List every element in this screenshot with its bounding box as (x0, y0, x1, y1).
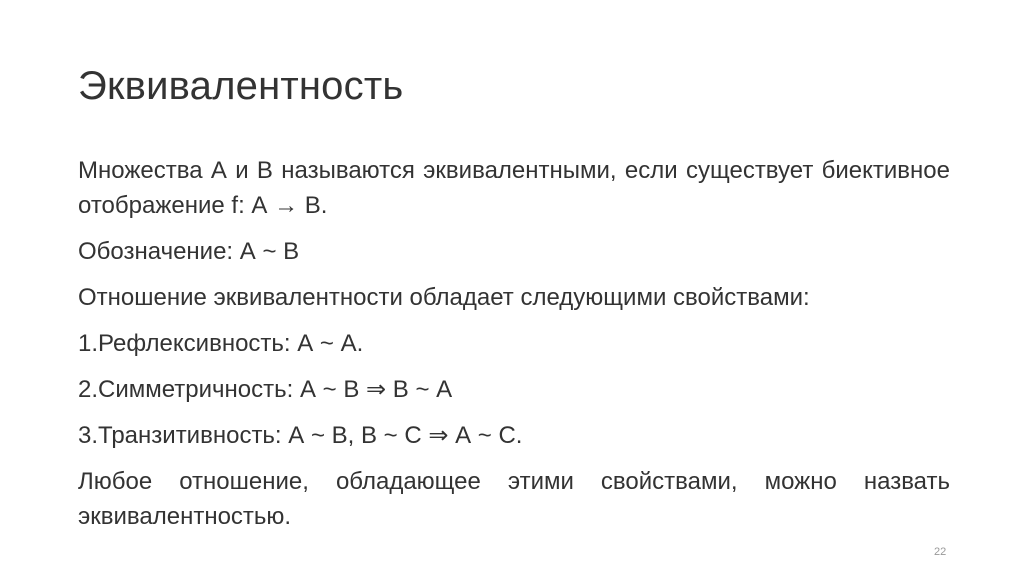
definition-paragraph: Множества А и В называются эквивалентными, если существует биективное отображение f: А → В. (78, 157, 950, 219)
property-transitivity: 3.Транзитивность: А ~ В, В ~ С ⇒ А ~ С. (78, 422, 523, 449)
property-reflexivity: 1.Рефлексивность: А ~ А. (78, 330, 364, 357)
notation-paragraph: Обозначение: А ~ В (78, 238, 300, 265)
slide-body (78, 153, 950, 534)
property-symmetry: 2.Симметричность: А ~ В ⇒ В ~ А (78, 376, 453, 403)
page-number: 22 (934, 546, 947, 558)
slide-title: Эквивалентность (78, 64, 404, 108)
conclusion-paragraph: Любое отношение, обладающее этими свойствами, можно назвать эквивалентностью. (78, 468, 950, 530)
properties-intro: Отношение эквивалентности обладает следующими свойствами: (78, 284, 810, 311)
